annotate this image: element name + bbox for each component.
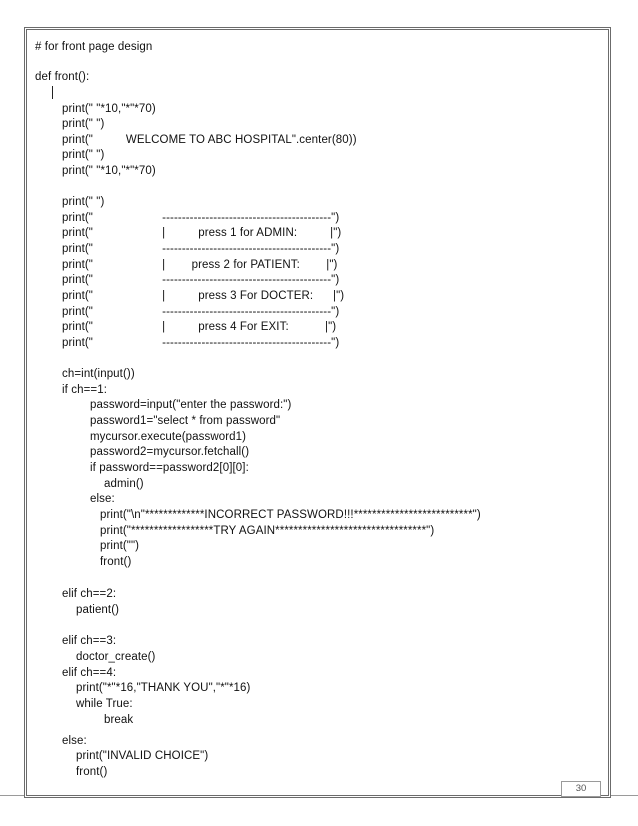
code-line: print("******************TRY AGAIN*********************************"): [100, 525, 435, 537]
code-line: print(" | press 1 for ADMIN: |"): [62, 227, 342, 239]
code-line: def front():: [35, 71, 90, 83]
code-line: print(" | press 3 For DOCTER: |"): [62, 290, 345, 302]
code-line: print(" "*10,"*"*70): [62, 165, 156, 177]
page-number: 30: [561, 781, 601, 797]
code-line: print(" "): [62, 196, 105, 208]
code-line: if password==password2[0][0]:: [90, 462, 249, 474]
code-line: print(" -------------------------------------------"): [62, 243, 340, 255]
code-line: # for front page design: [35, 41, 153, 53]
code-line: elif ch==4:: [62, 667, 117, 679]
code-line: break: [104, 714, 134, 726]
code-line: admin(): [104, 478, 144, 490]
code-line: print(" | press 4 For EXIT: |"): [62, 321, 337, 333]
code-line: else:: [90, 493, 115, 505]
code-line: print("\n"*************INCORRECT PASSWORD!!!**************************"): [100, 509, 481, 521]
footer-rule-left: [0, 795, 24, 796]
code-line: print("*"*16,"THANK YOU","*"*16): [76, 682, 251, 694]
code-line: password=input("enter the password:"): [90, 399, 292, 411]
footer-rule-right: [611, 795, 638, 796]
code-line: print(" -------------------------------------------"): [62, 337, 340, 349]
code-line: front(): [76, 766, 108, 778]
code-line: print(" "*10,"*"*70): [62, 103, 156, 115]
code-line: elif ch==2:: [62, 588, 117, 600]
code-line: print(" -------------------------------------------"): [62, 306, 340, 318]
code-line: print(""): [100, 540, 140, 552]
code-line: ch=int(input()): [62, 368, 135, 380]
code-line: print(" -------------------------------------------"): [62, 274, 340, 286]
code-line: elif ch==3:: [62, 635, 117, 647]
code-line: if ch==1:: [62, 384, 108, 396]
code-line: patient(): [76, 604, 120, 616]
code-line: doctor_create(): [76, 651, 156, 663]
code-line: front(): [100, 556, 132, 568]
code-line: print(" "): [62, 149, 105, 161]
code-line: mycursor.execute(password1): [90, 431, 247, 443]
code-line: password2=mycursor.fetchall(): [90, 446, 250, 458]
code-line: password1="select * from password": [90, 415, 281, 427]
code-line: else:: [62, 735, 87, 747]
code-line: print(" | press 2 for PATIENT: |"): [62, 259, 338, 271]
code-line: while True:: [76, 698, 133, 710]
code-line: print("INVALID CHOICE"): [76, 750, 209, 762]
code-line: print(" -------------------------------------------"): [62, 212, 340, 224]
code-line: print(" WELCOME TO ABC HOSPITAL".center(80)): [62, 134, 357, 146]
text-cursor: [52, 86, 53, 99]
code-line: print(" "): [62, 118, 105, 130]
